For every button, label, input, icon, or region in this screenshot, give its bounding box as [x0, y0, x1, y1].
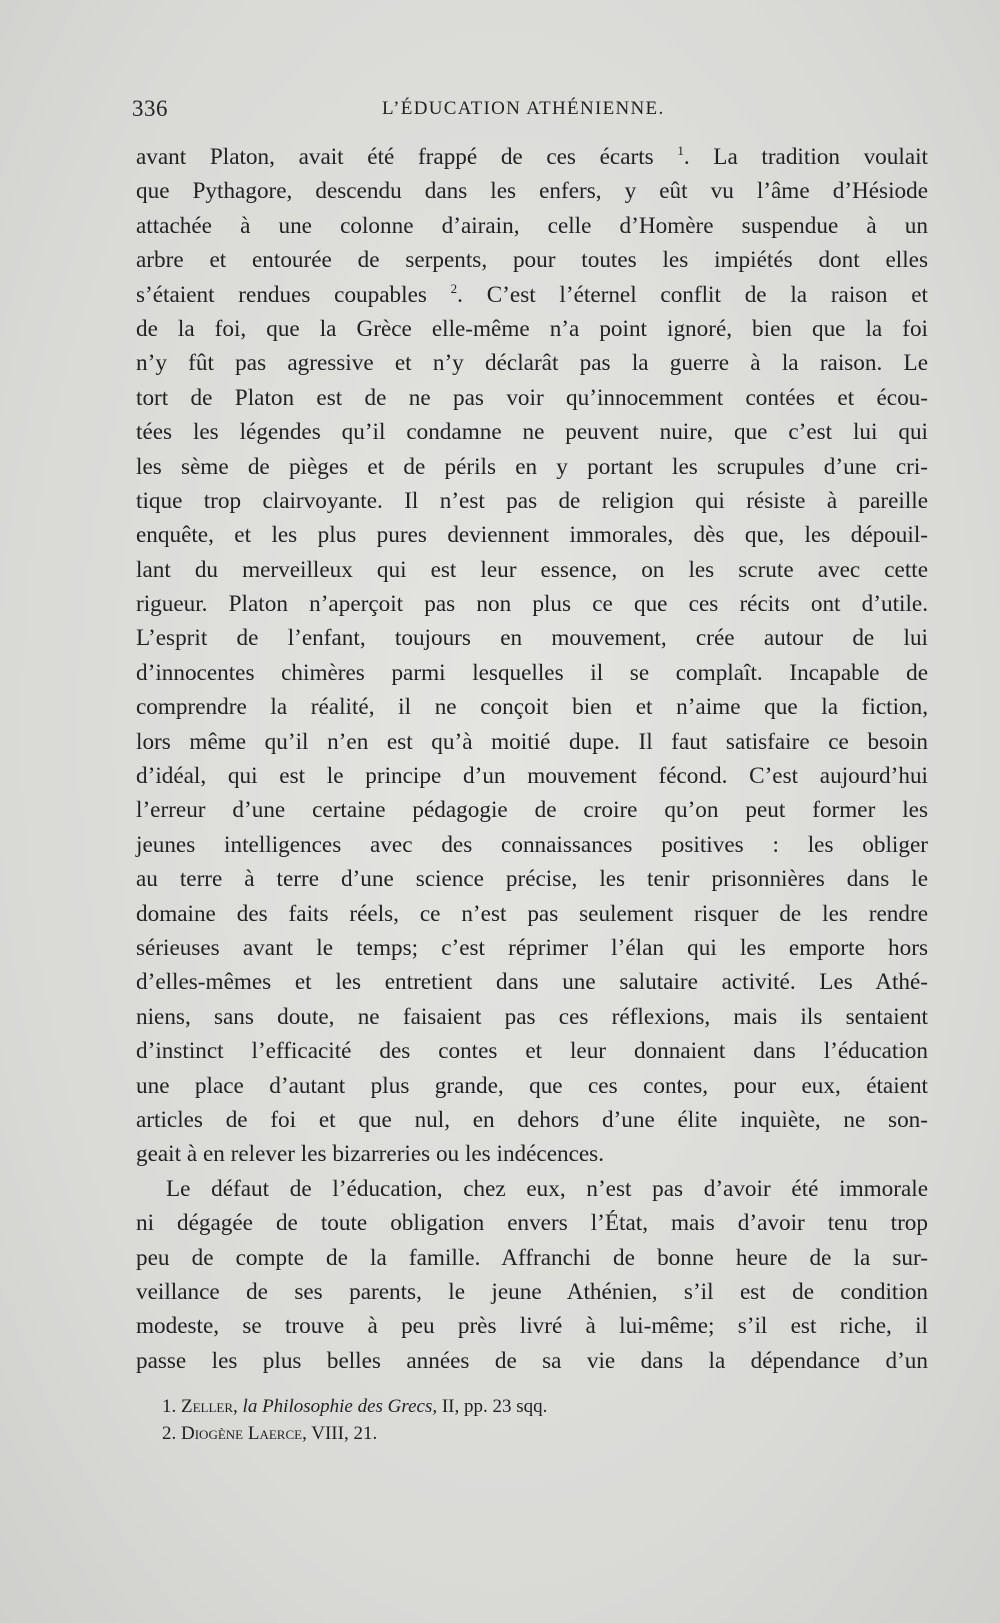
line-text: geait à en relever les bizarreries ou les indécences.	[136, 1141, 605, 1168]
footnote-marker: 2	[450, 280, 458, 296]
text-line	[136, 725, 928, 759]
line-text: tées les légendes qu’il condamne ne peuvent nuire, que c’est lui qui	[136, 419, 928, 446]
footnotes	[162, 1393, 922, 1447]
text-line	[136, 656, 928, 690]
text-line	[136, 553, 928, 587]
line-text-continued: . C’est l’éternel conflit de la raison et	[457, 281, 929, 308]
line-text: d’elles-mêmes et les entretient dans une salutaire activité. Les Athé-	[136, 969, 928, 996]
line-text: que Pythagore, descendu dans les enfers, y eût vu l’âme d’Hésiode	[136, 178, 928, 205]
footnote-number: 2.	[162, 1423, 177, 1444]
text-line	[136, 243, 928, 277]
line-text: enquête, et les plus pures deviennent immorales, dès que, les dépouil-	[136, 522, 928, 549]
footnote	[162, 1393, 922, 1420]
text-line	[136, 1103, 928, 1137]
line-text: tique trop clairvoyante. Il n’est pas de religion qui résiste à pareille	[136, 487, 928, 514]
footnote-reference: VIII, 21.	[311, 1423, 378, 1444]
text-line	[136, 828, 928, 862]
line-text: les sème de pièges et de périls en y portant les scrupules d’une cri-	[136, 453, 928, 480]
text-line	[136, 450, 928, 484]
text-line	[136, 1069, 928, 1103]
running-title: L’ÉDUCATION ATHÉNIENNE.	[382, 98, 665, 119]
text-line	[136, 278, 928, 312]
line-text: passe les plus belles années de sa vie dans la dépendance d’un	[136, 1347, 928, 1374]
line-text: jeunes intelligences avec des connaissances positives : les obliger	[136, 831, 928, 858]
page-number: 336	[132, 96, 168, 121]
text-line	[136, 1344, 928, 1378]
line-text: veillance de ses parents, le jeune Athénien, s’il est de condition	[136, 1278, 928, 1305]
footnote	[162, 1420, 922, 1447]
line-text: n’y fût pas agressive et n’y déclarât pas la guerre à la raison. Le	[136, 350, 928, 377]
line-text: d’idéal, qui est le principe d’un mouvement fécond. C’est aujourd’hui	[136, 763, 928, 790]
text-line	[136, 759, 928, 793]
line-text: articles de foi et que nul, en dehors d’une élite inquiète, ne son-	[136, 1106, 928, 1133]
running-head	[132, 96, 922, 126]
line-text: attachée à une colonne d’airain, celle d’Homère suspendue à un	[136, 212, 928, 239]
footnote-marker: 1	[677, 143, 684, 158]
line-text: d’instinct l’efficacité des contes et leur donnaient dans l’éducation	[136, 1038, 928, 1065]
line-text: arbre et entourée de serpents, pour toutes les impiétés dont elles	[136, 247, 928, 274]
line-text: tort de Platon est de ne pas voir qu’innocemment contées et écou-	[136, 384, 928, 411]
text-line	[136, 518, 928, 552]
line-text: d’innocentes chimères parmi lesquelles il se complaît. Incapable de	[136, 659, 928, 686]
text-line	[136, 1034, 928, 1068]
line-text: domaine des faits réels, ce n’est pas seulement risquer de les rendre	[136, 900, 928, 927]
text-line	[136, 484, 928, 518]
line-text: niens, sans doute, ne faisaient pas ces réflexions, mais ils sentaient	[136, 1003, 928, 1030]
text-line	[136, 346, 928, 380]
line-text: une place d’autant plus grande, que ces contes, pour eux, étaient	[136, 1072, 928, 1099]
text-line	[136, 587, 928, 621]
footnote-work: la Philosophie des Grecs,	[242, 1396, 438, 1417]
text-line	[136, 690, 928, 724]
line-text: rigueur. Platon n’aperçoit pas non plus ce que ces récits ont d’utile.	[136, 591, 928, 618]
line-text: Le défaut de l’éducation, chez eux, n’est pas d’avoir été immorale	[166, 1175, 928, 1202]
line-text: l’erreur d’une certaine pédagogie de croire qu’on peut former les	[136, 797, 928, 824]
text-line	[136, 209, 928, 243]
text-line	[136, 621, 928, 655]
text-line	[136, 1206, 928, 1240]
line-text: avant Platon, avait été frappé de ces écarts	[136, 144, 678, 170]
footnote-number: 1.	[162, 1396, 177, 1417]
line-text: comprendre la réalité, il ne conçoit bien et n’aime que la fiction,	[136, 694, 928, 721]
text-line	[136, 1241, 928, 1275]
line-text: au terre à terre d’une science précise, les tenir prisonnières dans le	[136, 866, 928, 893]
line-text: lors même qu’il n’en est qu’à moitié dupe. Il faut satisfaire ce besoin	[136, 728, 928, 755]
line-text: ni dégagée de toute obligation envers l’État, mais d’avoir tenu trop	[136, 1210, 928, 1237]
text-line	[136, 381, 928, 415]
text-line	[136, 1309, 928, 1343]
line-text: modeste, se trouve à peu près livré à lui-même; s’il est riche, il	[136, 1313, 928, 1340]
footnote-reference: II, pp. 23 sqq.	[441, 1396, 548, 1417]
text-line	[136, 793, 928, 827]
line-text: s’étaient rendues coupables	[136, 281, 451, 308]
text-line	[136, 931, 928, 965]
text-line	[136, 140, 928, 174]
text-line	[136, 862, 928, 896]
text-line	[136, 1172, 928, 1206]
text-line	[136, 415, 928, 449]
text-line	[136, 174, 928, 208]
line-text: L’esprit de l’enfant, toujours en mouvement, crée autour de lui	[136, 625, 928, 652]
text-line	[136, 1137, 928, 1171]
line-text: lant du merveilleux qui est leur essence, on les scrute avec cette	[136, 556, 928, 583]
footnote-author: Zeller,	[181, 1396, 238, 1417]
line-text: peu de compte de la famille. Affranchi de bonne heure de la sur-	[136, 1244, 928, 1271]
text-line	[136, 1000, 928, 1034]
footnote-author: Diogène Laerce,	[181, 1423, 307, 1444]
text-line	[136, 312, 928, 346]
line-text: sérieuses avant le temps; c’est réprimer l’élan qui les emporte hors	[136, 934, 928, 961]
text-line	[136, 897, 928, 931]
text-line	[136, 1275, 928, 1309]
line-text-continued: . La tradition voulait	[683, 144, 928, 170]
text-line	[136, 965, 928, 999]
body-text	[136, 140, 928, 1378]
line-text: de la foi, que la Grèce elle-même n’a point ignoré, bien que la foi	[136, 315, 928, 342]
